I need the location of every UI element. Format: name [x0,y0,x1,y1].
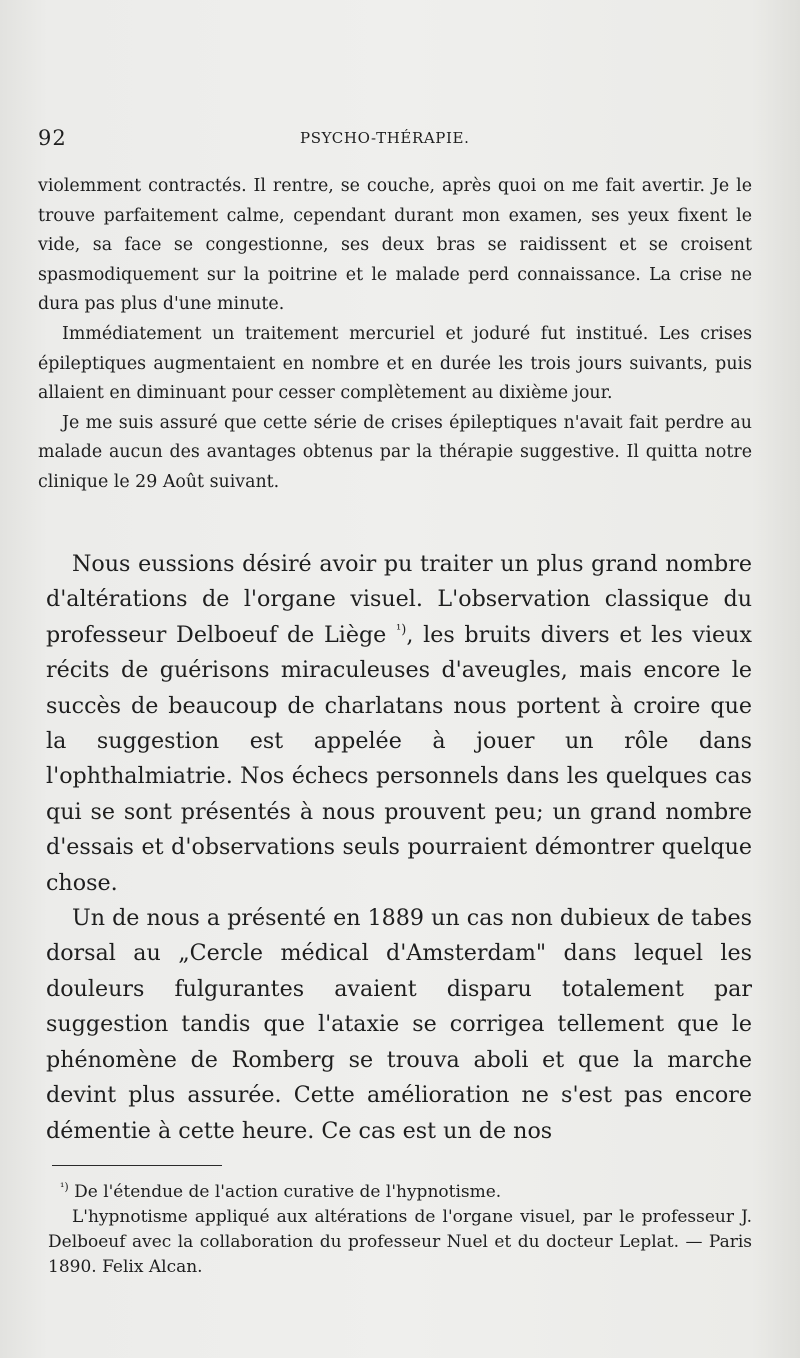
case-report-text [38,172,752,498]
page-number: 92 [38,126,67,150]
footnote-divider [52,1165,222,1166]
footnote-mark: ¹) [60,1180,69,1194]
footnote-1 [48,1180,752,1205]
page-header [38,126,758,156]
paragraph-treatment: Immédiatement un traitement mercuriel et joduré fut institué. Les crises épileptiques augmentaient en nombre et en durée les trois jours suivants, puis allaient en diminuant pour cesser complètement au dixième jour. [38,323,752,404]
footnote-2: L'hypnotisme appliqué aux altérations de l'organe visuel, par le professeur J. Delboeuf avec la collaboration du professeur Nuel et du docteur Leplat. — Paris 1890. Felix Alcan. [48,1207,752,1277]
paragraph-text: Nous eussions désiré avoir pu traiter un plus grand nombre d'altérations de l'organe visuel. L'observation classique du professeur Delboeuf de Liège [46,551,752,648]
paragraph-visual-organ [46,547,752,901]
paragraph-text: , les bruits divers et les vieux récits de guérisons miraculeuses d'aveugles, mais encore le succès de beaucoup de charlatans nous portent à croire que la suggestion est appelée à jouer un rôle dans l'ophthalmiatrie. Nos échecs personnels dans les quelques cas qui se sont présentés à nous prouvent peu; un grand nombre d'essais et d'observations seuls pourraient démontrer quelque chose. [46,621,752,896]
paragraph-continued: violemment contractés. Il rentre, se couche, après quoi on me fait avertir. Je le trouve parfaitement calme, cependant durant mon examen, ses yeux fixent le vide, sa face se congestionne, ses deux bras se raidissent et se croisent spasmodiquement sur la poitrine et le malade perd connaissance. La crise ne dura pas plus d'une minute. [38,176,752,315]
main-text [46,547,752,1149]
paragraph-tabes-case: Un de nous a présenté en 1889 un cas non dubieux de tabes dorsal au „Cercle médical d'Amsterdam" dans lequel les douleurs fulgurantes avaient disparu totalement par suggestion tandis que l'ataxie se corrigea tellement que le phénomène de Romberg se trouva aboli et que la marche devint plus assurée. Cette amélioration ne s'est pas encore démentie à cette heure. Ce cas est un de nos [46,905,752,1144]
footnote-text: De l'étendue de l'action curative de l'hypnotisme. [68,1182,502,1202]
paragraph-outcome: Je me suis assuré que cette série de crises épileptiques n'avait fait perdre au malade aucun des avantages obtenus par la thérapie suggestive. Il quitta notre clinique le 29 Août suivant. [38,412,752,492]
footnote-reference: ¹) [396,622,407,638]
running-head: PSYCHO-THÉRAPIE. [300,129,470,147]
footnotes [48,1180,752,1280]
